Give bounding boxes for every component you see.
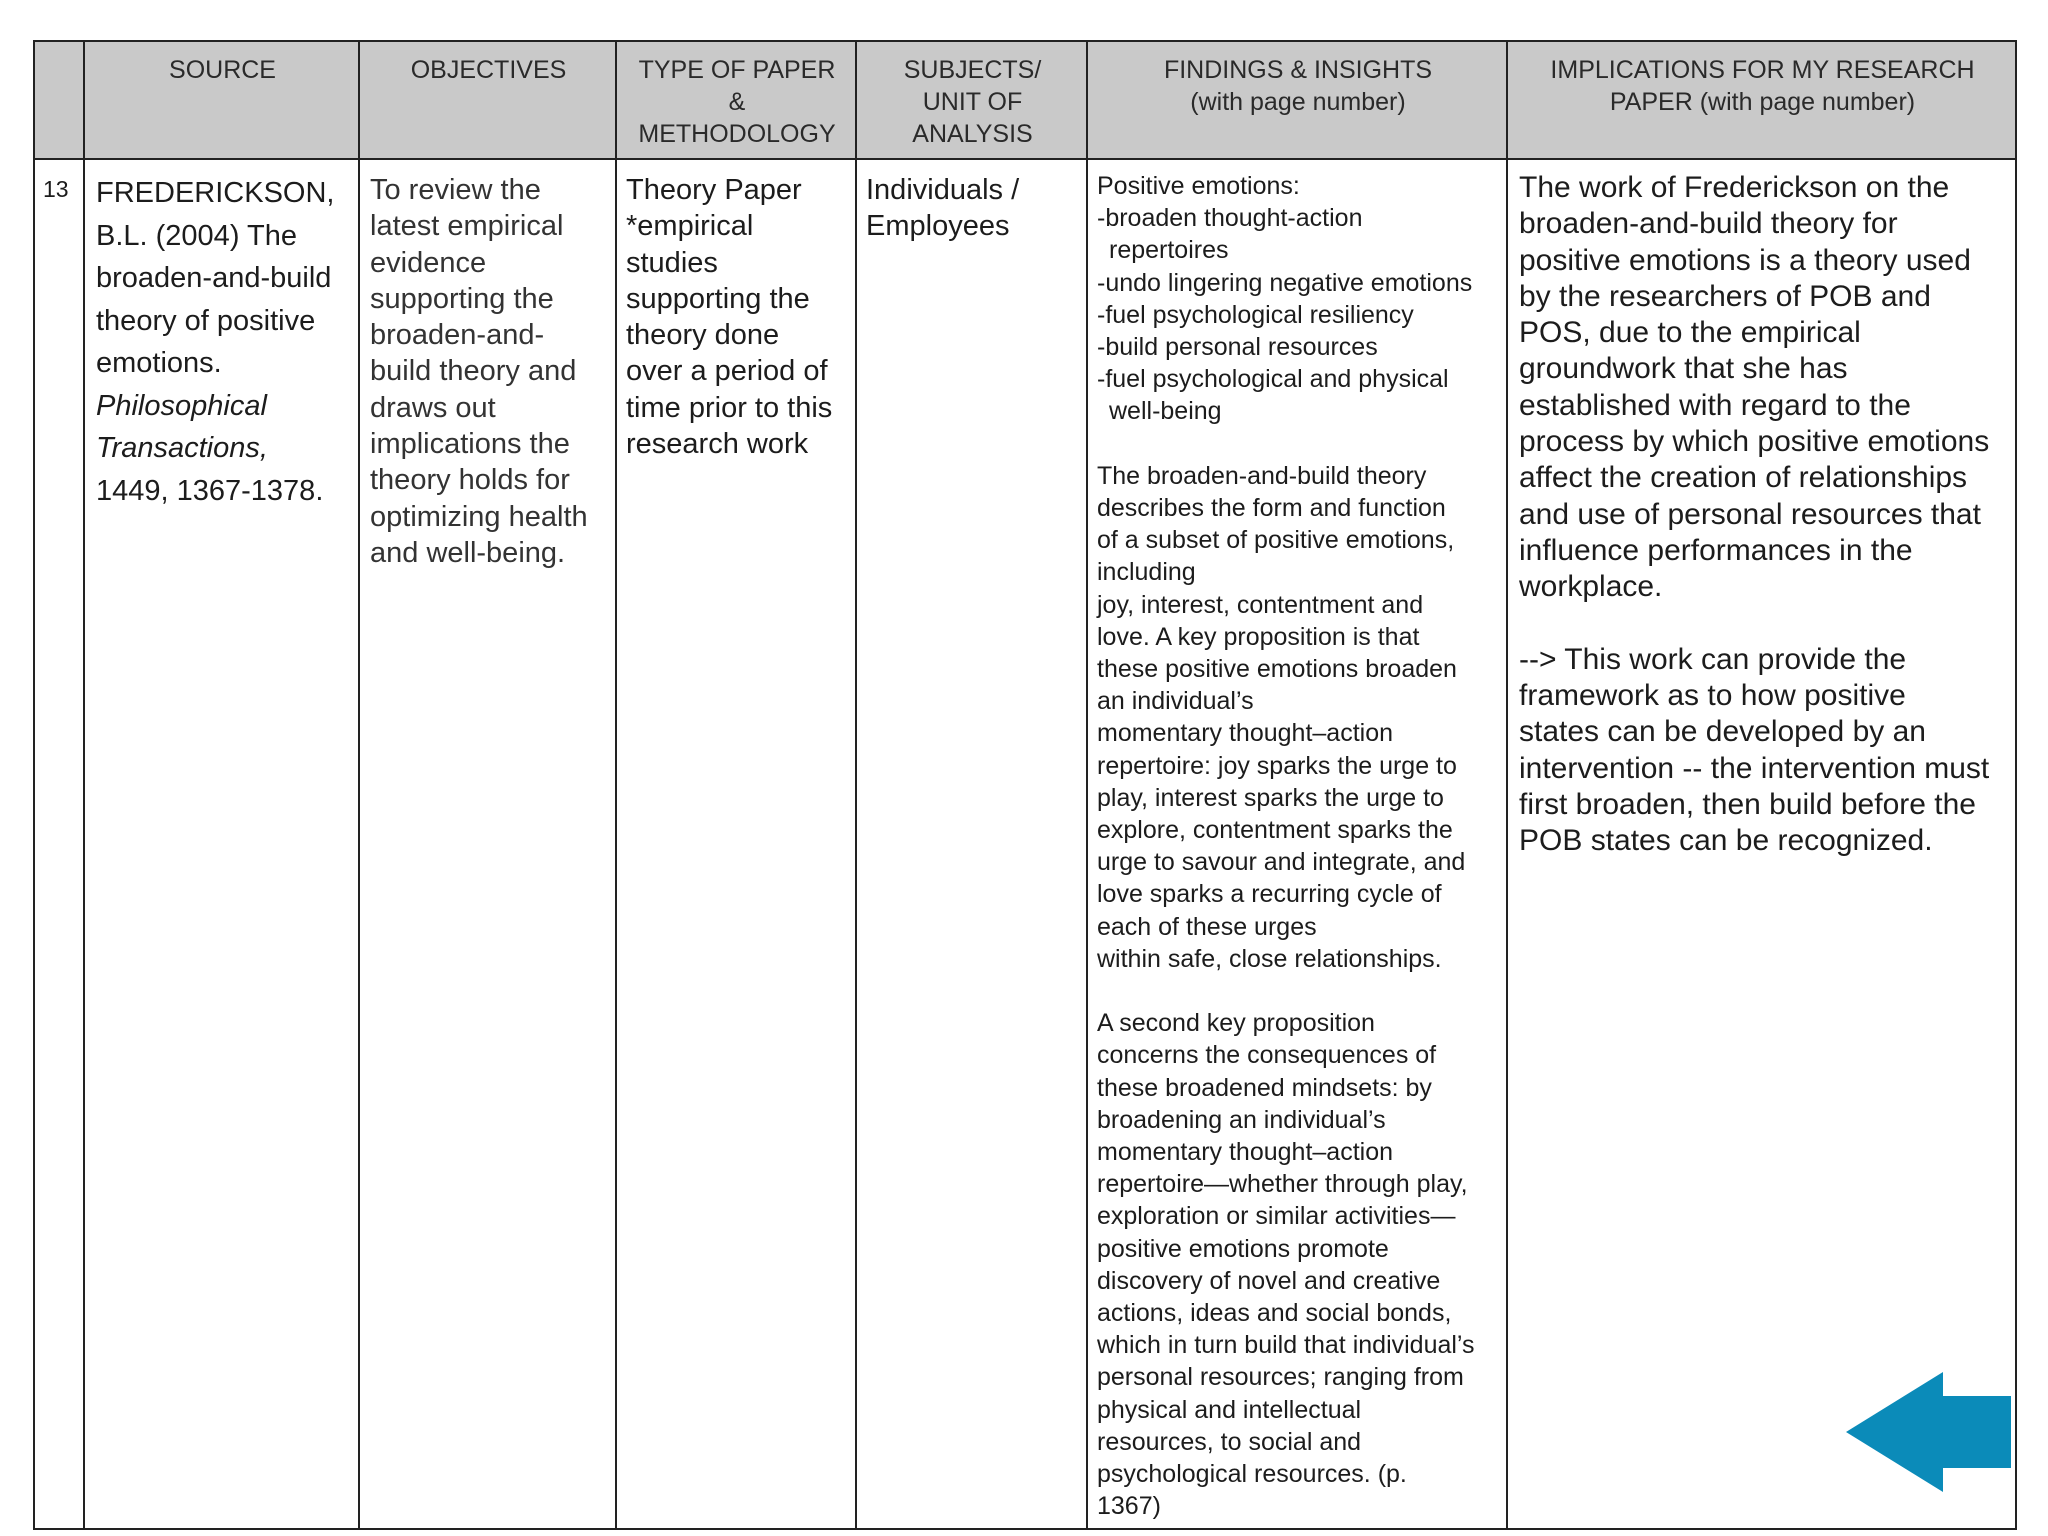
header-implications: IMPLICATIONS FOR MY RESEARCH PAPER (with page number)	[1550, 56, 1975, 116]
source-cell: FREDERICKSON, B.L. (2004) The broaden-and-build theory of positive emotions. Philosophical Transactions, 1449, 1367-1378.	[96, 177, 335, 507]
header-objectives: OBJECTIVES	[410, 56, 567, 84]
row-number: 13	[43, 176, 69, 202]
left-arrow-shape	[1846, 1372, 2011, 1492]
header-source: SOURCE	[169, 56, 276, 84]
column-number	[35, 42, 85, 1528]
header-findings: FINDINGS & INSIGHTS (with page number)	[1163, 56, 1433, 116]
left-arrow-icon[interactable]	[1846, 1372, 2011, 1492]
column-subjects	[857, 42, 1088, 1528]
findings-cell: Positive emotions: -broaden thought-action repertoires -undo lingering negative emotions -fuel psychological resiliency -build personal resources -fuel psychological and physical well-being The broaden-and-build theory describes the form and function of a subset of positive emotions, including joy, interest, contentment and love. A key proposition is that these positive emotions broaden an individual’s momentary thought–action repertoire: joy sparks the urge to play, interest sparks the urge to explore, contentment sparks the urge to savour and integrate, and love sparks a recurring cycle of each of these urges within safe, close relationships. A second key proposition concerns the consequences of these broadened mindsets: by broadening an individual’s momentary thought–action repertoire—whether through play, exploration or similar activities— positive emotions promote discovery of novel and creative actions, ideas and social bonds, which in turn build that individual’s personal resources; ranging from physical and intellectual resources, to social and psychological resources. (p. 1367)	[1097, 172, 1475, 1521]
objectives-cell: To review the latest empirical evidence supporting the broaden-and- build theory and draws out implications the theory holds for optimizing health and well-being.	[370, 174, 588, 569]
subjects-cell: Individuals / Employees	[866, 174, 1020, 243]
header-type-methodology: TYPE OF PAPER & METHODOLOGY	[638, 56, 836, 148]
research-matrix-table	[33, 40, 2017, 1530]
type-methodology-cell: Theory Paper *empirical studies supporting the theory done over a period of time prior to this research work	[626, 174, 833, 461]
implications-cell: The work of Frederickson on the broaden-and-build theory for positive emotions is a theory used by the researchers of POB and POS, due to the empirical groundwork that she has established with regard to the process by which positive emotions affect the creation of relationships and use of personal resources that influence performances in the workplace. --> This work can provide the framework as to how positive states can be developed by an intervention -- the intervention must first broaden, then build before the POB states can be recognized.	[1519, 171, 1990, 858]
header-subjects: SUBJECTS/ UNIT OF ANALYSIS	[903, 56, 1042, 148]
